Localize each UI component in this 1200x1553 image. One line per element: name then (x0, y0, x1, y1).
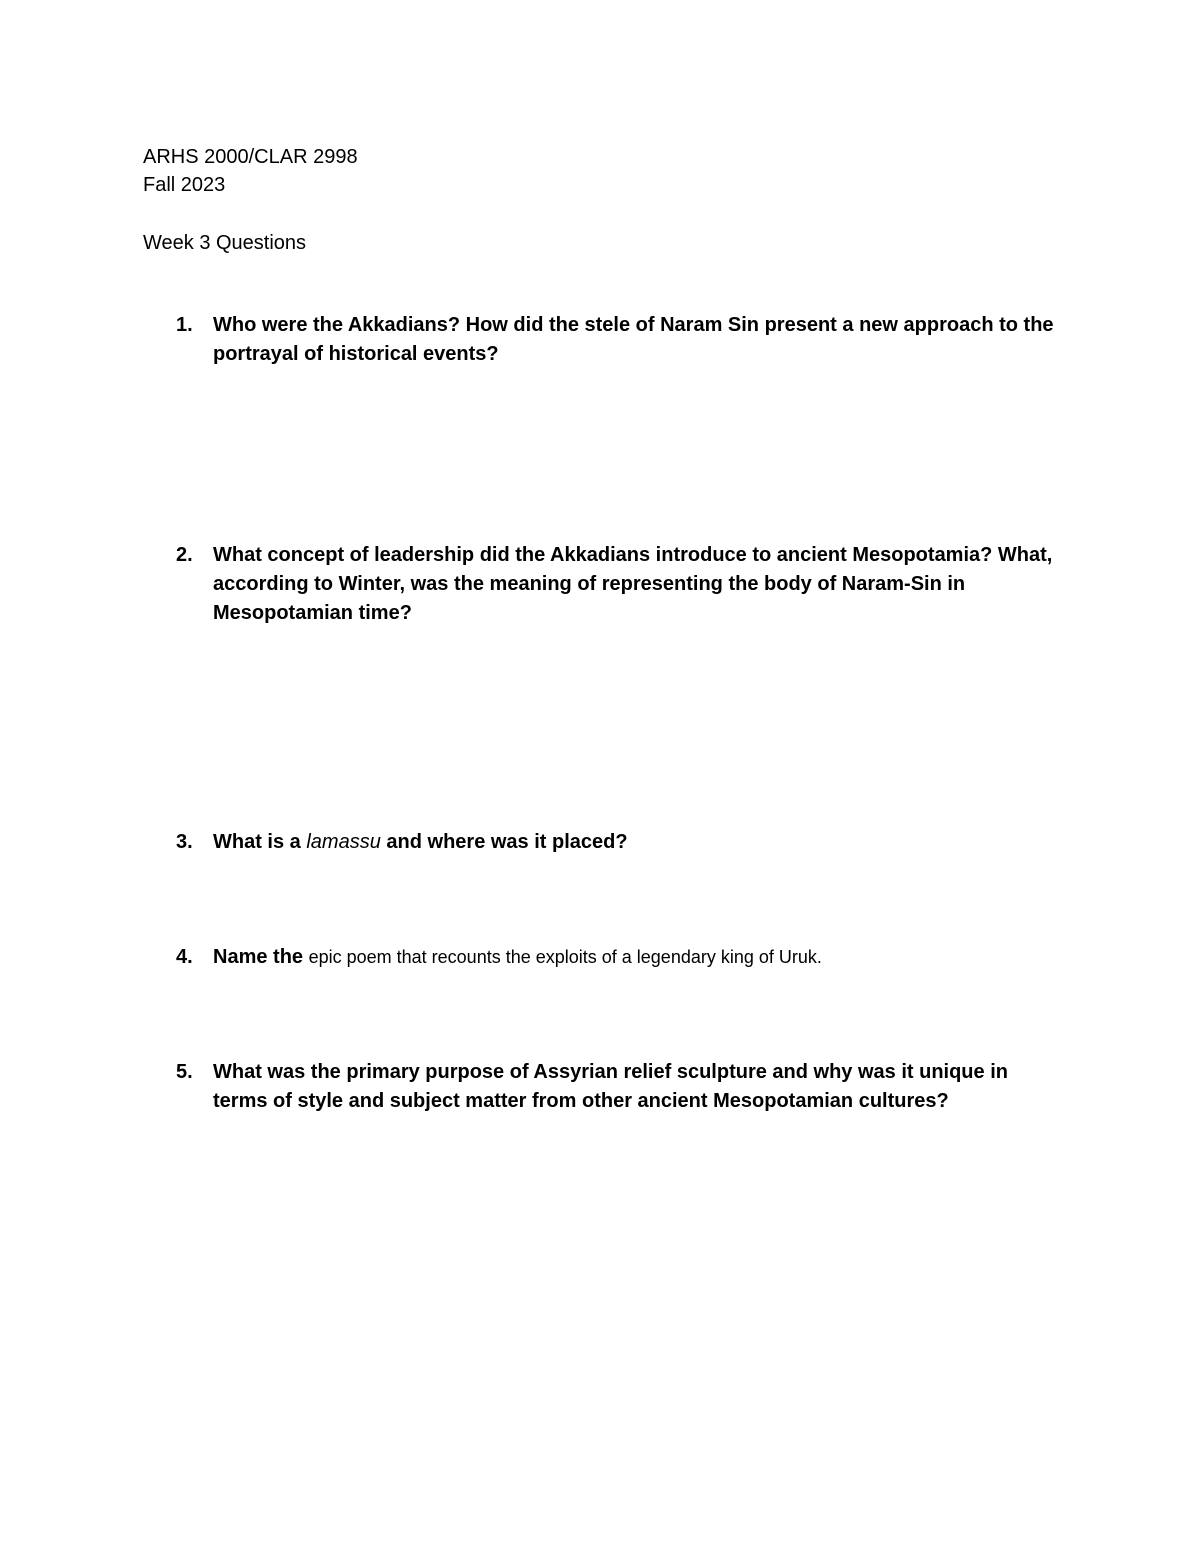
question-number: 4. (176, 946, 193, 968)
question-1 (176, 311, 1056, 369)
question-number: 1. (176, 314, 193, 336)
question-text: What was the primary purpose of Assyrian relief sculpture and why was it unique in terms of style and subject matter from other ancient Mesopotamian cultures? (213, 1061, 1008, 1112)
question-number: 3. (176, 831, 193, 853)
question-text-start: What is a (213, 831, 301, 853)
question-text: What concept of leadership did the Akkadians introduce to ancient Mesopotamia? What, according to Winter, was the meaning of representing the body of Naram-Sin in Mesopotamian time? (213, 544, 1053, 624)
question-3 (176, 828, 1056, 857)
question-text (213, 943, 1056, 972)
question-4 (176, 943, 1056, 972)
question-2 (176, 541, 1056, 628)
question-text: Who were the Akkadians? How did the stele of Naram Sin present a new approach to the portrayal of historical events? (213, 314, 1054, 365)
course-code: ARHS 2000/CLAR 2998 (143, 146, 358, 168)
question-text-regular: epic poem that recounts the exploits of a legendary king of Uruk. (308, 947, 822, 967)
question-5 (176, 1058, 1056, 1116)
page-title: Week 3 Questions (143, 232, 307, 254)
term: Fall 2023 (143, 174, 226, 196)
question-text-bold: Name the (213, 946, 304, 968)
question-number: 5. (176, 1061, 193, 1083)
question-text (213, 828, 1056, 857)
question-term: lamassu (306, 831, 381, 853)
question-number: 2. (176, 544, 193, 566)
question-text-end: and where was it placed? (386, 831, 628, 853)
